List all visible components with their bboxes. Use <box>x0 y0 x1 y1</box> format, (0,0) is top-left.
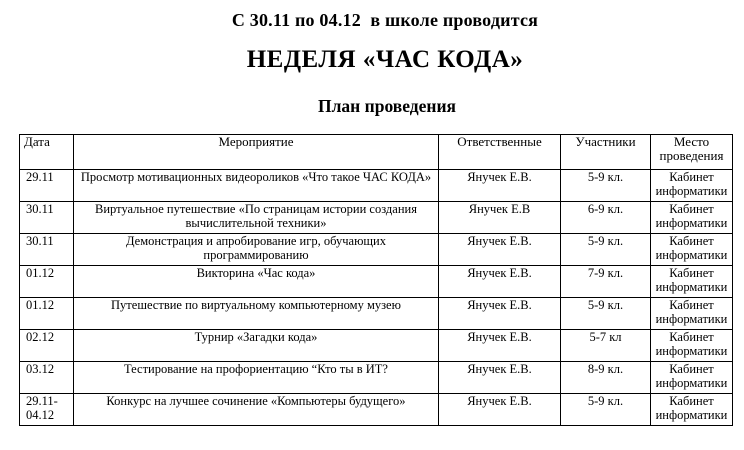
table-row <box>20 170 733 202</box>
cell-participants: 5-9 кл. <box>561 170 651 202</box>
cell-place: Кабинет информатики <box>651 394 733 426</box>
plan-heading: План проведения <box>317 96 456 116</box>
cell-event: Демонстрация и апробирование игр, обучающих программированию <box>74 234 439 266</box>
cell-participants: 5-9 кл. <box>561 234 651 266</box>
cell-responsible: Янучек Е.В. <box>439 362 561 394</box>
cell-participants: 7-9 кл. <box>561 266 651 298</box>
cell-event: Викторина «Час кода» <box>74 266 439 298</box>
table-row <box>20 362 733 394</box>
cell-place: Кабинет информатики <box>651 266 733 298</box>
schedule-table <box>19 134 733 426</box>
cell-responsible: Янучек Е.В. <box>439 330 561 362</box>
cell-responsible: Янучек Е.В. <box>439 298 561 330</box>
cell-date-line1: 29.11- <box>26 394 58 408</box>
cell-responsible: Янучек Е.В <box>439 202 561 234</box>
cell-participants: 6-9 кл. <box>561 202 651 234</box>
cell-date-line2: 04.12 <box>26 408 55 422</box>
cell-place: Кабинет информатики <box>651 298 733 330</box>
cell-date <box>20 394 74 426</box>
cell-event: Просмотр мотивационных видеороликов «Что такое ЧАС КОДА» <box>74 170 439 202</box>
cell-participants: 5-9 кл. <box>561 298 651 330</box>
cell-place: Кабинет информатики <box>651 202 733 234</box>
table-row <box>20 330 733 362</box>
cell-date: 01.12 <box>20 298 74 330</box>
cell-participants: 5-7 кл <box>561 330 651 362</box>
cell-date: 30.11 <box>20 202 74 234</box>
cell-participants: 8-9 кл. <box>561 362 651 394</box>
cell-event: Конкурс на лучшее сочинение «Компьютеры будущего» <box>74 394 439 426</box>
table-row <box>20 394 733 426</box>
cell-responsible: Янучек Е.В. <box>439 170 561 202</box>
table-row <box>20 298 733 330</box>
column-header-event: Мероприятие <box>74 135 439 170</box>
page-title: НЕДЕЛЯ «ЧАС КОДА» <box>246 46 524 73</box>
column-header-place: Место проведения <box>651 135 733 170</box>
table-header-row <box>20 135 733 170</box>
column-header-responsible: Ответственные <box>439 135 561 170</box>
column-header-participants: Участники <box>561 135 651 170</box>
cell-date: 01.12 <box>20 266 74 298</box>
cell-participants: 5-9 кл. <box>561 394 651 426</box>
cell-place: Кабинет информатики <box>651 170 733 202</box>
cell-place: Кабинет информатики <box>651 234 733 266</box>
table-row <box>20 202 733 234</box>
table-row <box>20 266 733 298</box>
cell-responsible: Янучек Е.В. <box>439 394 561 426</box>
cell-date: 30.11 <box>20 234 74 266</box>
cell-place: Кабинет информатики <box>651 362 733 394</box>
cell-responsible: Янучек Е.В. <box>439 234 561 266</box>
cell-event: Путешествие по виртуальному компьютерному музею <box>74 298 439 330</box>
cell-event: Виртуальное путешествие «По страницам истории создания вычислительной техники» <box>74 202 439 234</box>
cell-date: 02.12 <box>20 330 74 362</box>
cell-place: Кабинет информатики <box>651 330 733 362</box>
cell-date: 29.11 <box>20 170 74 202</box>
column-header-date: Дата <box>20 135 74 170</box>
cell-event: Турнир «Загадки кода» <box>74 330 439 362</box>
announcement-subtitle: С 30.11 по 04.12 в школе проводится <box>231 10 539 30</box>
cell-responsible: Янучек Е.В. <box>439 266 561 298</box>
cell-event: Тестирование на профориентацию “Кто ты в ИТ? <box>74 362 439 394</box>
cell-date: 03.12 <box>20 362 74 394</box>
table-row <box>20 234 733 266</box>
